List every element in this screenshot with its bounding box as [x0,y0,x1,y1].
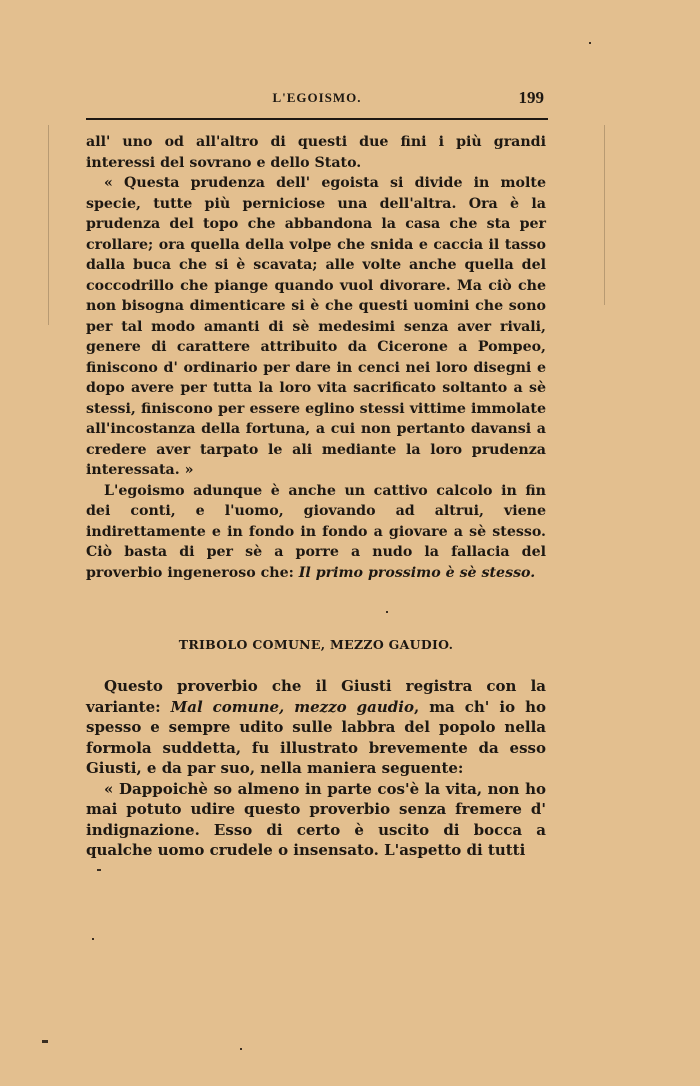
paragraph-conclusion [86,481,546,584]
intro-text-a: Questo proverbio che il Giusti registra con la variante: [86,677,546,716]
print-speck [240,1048,242,1050]
print-speck [42,1040,48,1043]
header-rule [86,118,548,120]
print-speck [386,611,388,613]
print-speck [92,938,94,940]
proverb-italic: Il primo prossimo è sè stesso. [298,564,536,581]
paragraph-continuation: all' uno od all'altro di questi due fini i più grandi interessi del sovrano e dello Stato. [86,134,546,171]
page-header [88,88,546,112]
print-speck [97,869,101,871]
text-block-tribolo [86,676,546,861]
section-title: TRIBOLO COMUNE, MEZZO GAUDIO. [178,637,454,652]
text-block-egoismo [86,132,546,583]
page-number: 199 [518,88,544,107]
intro-text-c: , ma ch' io ho spesso e sempre udito sulle labbra del popolo nella formola suddetta, fu illustrato brevemente da esso Giusti, e da par suo, nella maniera seguente: [86,697,546,777]
margin-line [604,125,605,305]
paragraph-intro [86,676,546,779]
paragraph-conclusion-text: L'egoismo adunque è anche un cattivo calcolo in fin dei conti, e l'uomo, giovando ad altrui, viene indirettamente e in fondo in fondo a giovare a sè stesso. Ciò basta di per sè a porre a nudo la fallacia del proverbio ingeneroso che: [86,482,546,581]
paragraph-quote-giusti: « Dappoichè so almeno in parte cos'è la vita, non ho mai potuto udire questo proverbio senza fremere d' indignazione. Esso di certo è uscito di bocca a qualche uomo crudele o insensato. L'aspetto di tutti [86,779,546,859]
margin-line [48,125,49,325]
paragraph-quote-prudenza: « Questa prudenza dell' egoista si divide in molte specie, tutte più perniciose una dell'altra. Ora è la prudenza del topo che abbandona la casa che sta per crollare; ora quella della volpe che snida e caccia il tasso dalla buca che si è scavata; alle volte anche quella del coccodrillo che piange quando vuol divorare. Ma ciò che non bisogna dimenticare si è che questi uomini che sono per tal modo amanti di sè medesimi senza aver rivali, genere di carattere attribuito da Cicerone a Pompeo, finiscono d' ordinario per dare in cenci nei loro disegni e dopo avere per tutta la loro vita sacrificato soltanto a sè stessi, finiscono per essere eglino stessi vittime immolate all'incostanza della fortuna, a cui non pertanto davansi a credere aver tarpato le ali mediante la loro prudenza interessata. » [86,175,546,478]
variant-italic: Mal comune, mezzo gaudio [170,697,414,716]
running-head: L'EGOISMO. [272,90,362,105]
print-speck [589,42,591,44]
